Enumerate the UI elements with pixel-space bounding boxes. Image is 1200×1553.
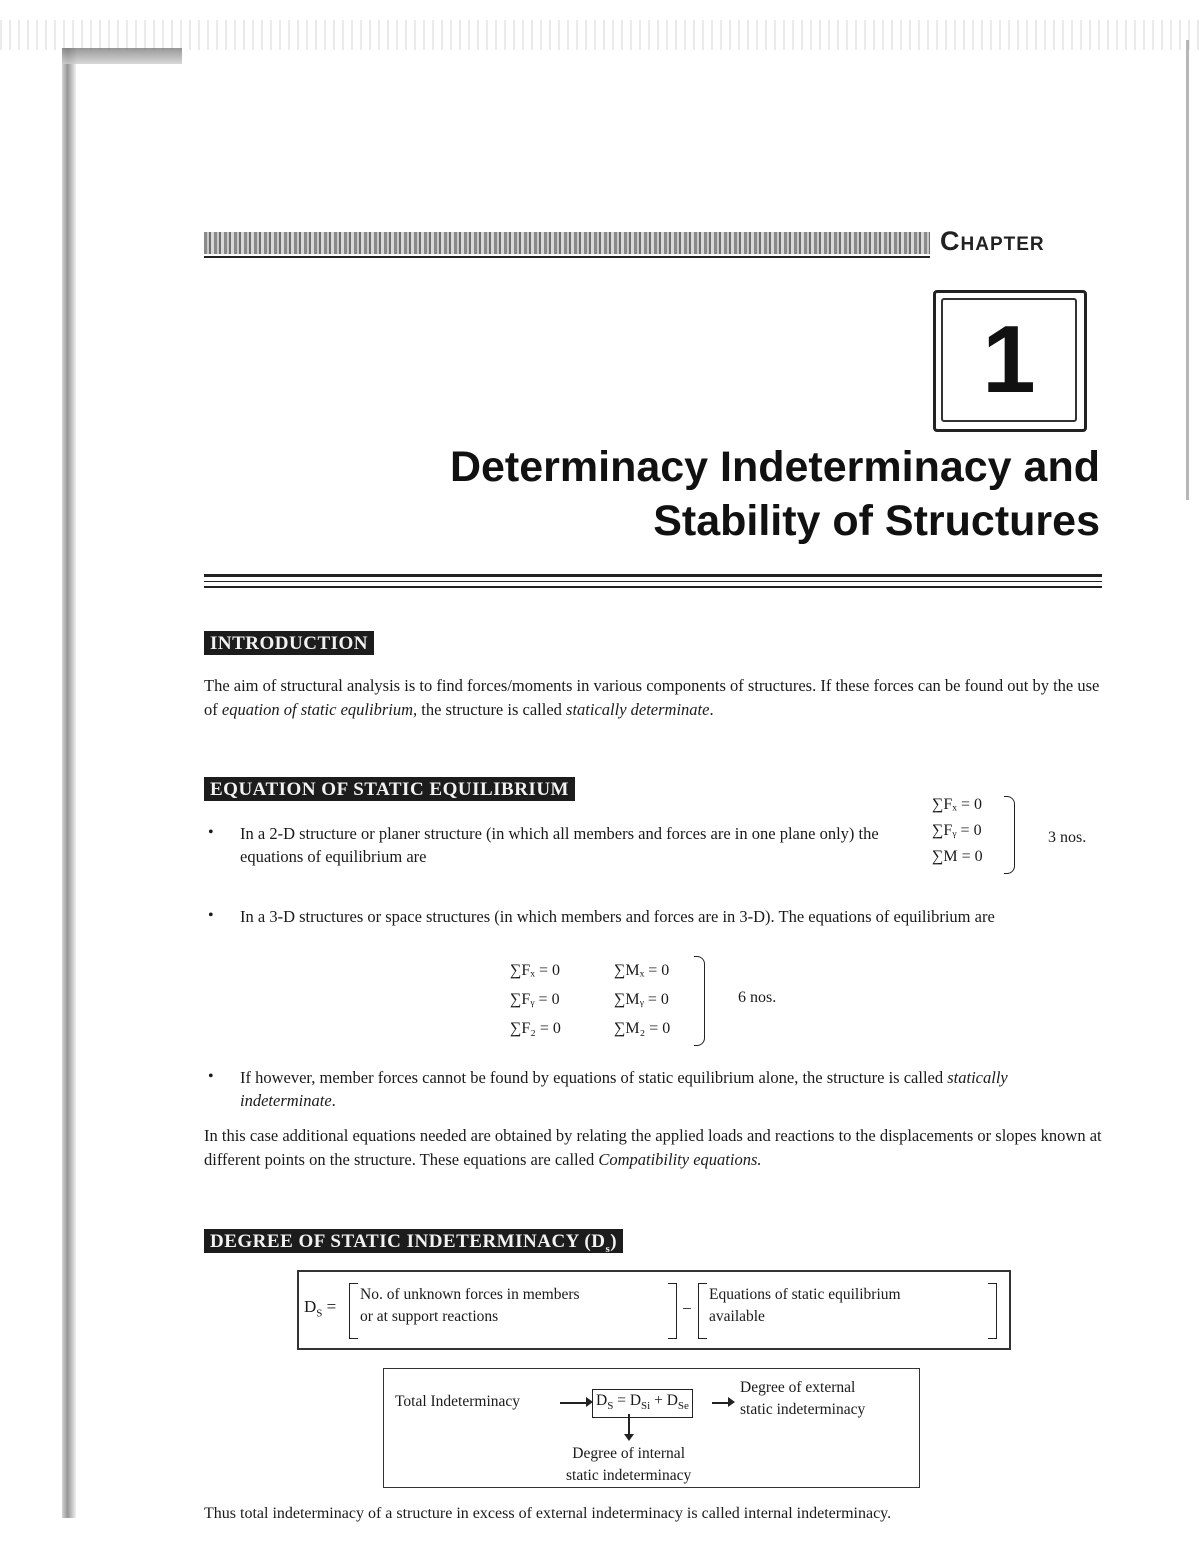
section-heading-dsi (204, 1231, 623, 1255)
chapter-number: 1 (941, 298, 1077, 422)
arrow-head-icon (728, 1397, 735, 1407)
bullet-3d-text: In a 3-D structures or space structures (in which members and forces are in 3-D). The equations of equilibrium are (240, 907, 995, 926)
center-eq: = D (613, 1392, 642, 1409)
diagram-left-label: Total Indeterminacy (395, 1393, 521, 1410)
compat-emphasis: Compatibility equations. (598, 1150, 762, 1169)
chapter-title-line2: Stability of Structures (653, 497, 1100, 545)
equations-3d-moments (614, 956, 670, 1043)
center-sub-e: Se (677, 1400, 689, 1413)
bullet3-emphasis: statically indeterminate (240, 1068, 1008, 1110)
chapter-decorative-bar (204, 232, 930, 254)
eq-3d-fz: ∑F₂ = 0 (510, 1020, 561, 1037)
lhs-d: D (304, 1297, 317, 1316)
bracket1-line2: or at support reactions (360, 1308, 499, 1325)
eq-3d-mz: ∑M₂ = 0 (614, 1020, 671, 1037)
eq-3d-fx: ∑Fₓ = 0 (510, 962, 560, 979)
bracket2-line1: Equations of static equilibrium (709, 1286, 901, 1303)
lhs-sub: S (316, 1307, 323, 1320)
bracket-left-2 (698, 1283, 707, 1339)
introduction-paragraph (204, 674, 1104, 722)
page-right-edge (1186, 40, 1189, 500)
bracket2-line2: available (709, 1308, 765, 1325)
compat-text: In this case additional equations needed are obtained by relating the applied loads and reactions to the displacements or slopes known at different points on the structure. These equations are called (204, 1126, 1102, 1169)
title-rule (204, 581, 1102, 582)
bullet-icon: • (208, 907, 214, 924)
bracket1-text (360, 1284, 580, 1328)
bullet-icon: • (208, 1068, 214, 1085)
intro-emphasis: statically determinate (566, 700, 710, 719)
right-line1: Degree of external (740, 1379, 856, 1396)
scan-noise-top (0, 20, 1200, 50)
formula-minus: − (682, 1299, 692, 1318)
center-sub: S (607, 1400, 614, 1413)
arrow-line-vertical (628, 1414, 630, 1436)
eq-2d-fx: ∑Fₓ = 0 (932, 796, 982, 813)
center-sub-i: Si (641, 1400, 651, 1413)
eq-3d-fy: ∑Fᵧ = 0 (510, 991, 560, 1008)
equations-2d (932, 792, 983, 870)
heading-main: DEGREE OF STATIC INDETERMINACY (D (210, 1231, 606, 1252)
section-heading-introduction (204, 633, 374, 655)
heading-end: ) (610, 1231, 618, 1252)
page-corner-shadow (62, 48, 182, 64)
center-d: D (596, 1392, 608, 1409)
bullet-indeterminate-text (240, 1066, 1106, 1112)
intro-text: The aim of structural analysis is to find forces/moments in various components of structures. If these forces can be found out by the use of (204, 676, 1100, 719)
equations-3d-forces (510, 956, 561, 1043)
bottom-line1: Degree of internal (572, 1445, 685, 1462)
lhs-eq: = (326, 1297, 337, 1316)
bullet-icon: • (208, 824, 214, 841)
compatibility-paragraph (204, 1124, 1106, 1172)
right-line2: static indeterminacy (740, 1401, 866, 1418)
bullet-2d-text: In a 2-D structure or planer structure (in which all members and forces are in one plane only) the equations of equilibrium are (240, 824, 879, 866)
center-plus: + D (650, 1392, 678, 1409)
bracket-left-1 (349, 1283, 358, 1339)
arrow-down-icon (624, 1434, 634, 1441)
closing-sentence: Thus total indeterminacy of a structure in excess of external indeterminacy is called internal indeterminacy. (204, 1505, 892, 1522)
heading-sub: s (605, 1242, 611, 1255)
eq-3d-my: ∑Mᵧ = 0 (614, 991, 669, 1008)
bullet3-text: . (331, 1091, 336, 1110)
brace-2d (1004, 796, 1015, 874)
bottom-line2: static indeterminacy (566, 1467, 692, 1484)
bullet3-text: If however, member forces cannot be found by equations of static equilibrium alone, the structure is called (240, 1068, 948, 1087)
diagram-bottom-label (566, 1443, 691, 1487)
chapter-title (300, 440, 1100, 548)
bracket-right-2 (988, 1283, 997, 1339)
bracket-right-1 (668, 1283, 677, 1339)
chapter-label: Chapter (940, 226, 1045, 256)
formula-lhs (304, 1295, 336, 1325)
eq-3d-count: 6 nos. (738, 989, 777, 1006)
intro-text: the structure is called (417, 700, 567, 719)
title-rule (204, 586, 1102, 588)
heading-text (204, 1229, 623, 1253)
title-rule (204, 574, 1102, 577)
heading-text: EQUATION OF STATIC EQUILIBRIUM (204, 777, 575, 801)
section-heading-equilibrium (204, 779, 575, 801)
diagram-center-box (592, 1389, 693, 1418)
eq-2d-fy: ∑Fᵧ = 0 (932, 822, 982, 839)
intro-text: . (709, 700, 714, 719)
bracket2-text (709, 1284, 901, 1328)
page-binding-shadow (62, 48, 76, 1518)
intro-emphasis: equation of static equlibrium, (221, 700, 418, 719)
eq-2d-count: 3 nos. (1048, 829, 1087, 846)
chapter-title-line1: Determinacy Indeterminacy and (449, 443, 1100, 491)
heading-text: INTRODUCTION (204, 631, 374, 655)
brace-3d (694, 956, 705, 1046)
bracket1-line1: No. of unknown forces in members (360, 1286, 580, 1303)
eq-2d-m: ∑M = 0 (932, 848, 983, 865)
chapter-bar-underline (204, 256, 930, 258)
eq-3d-mx: ∑Mₓ = 0 (614, 962, 670, 979)
diagram-right-label (740, 1377, 865, 1421)
